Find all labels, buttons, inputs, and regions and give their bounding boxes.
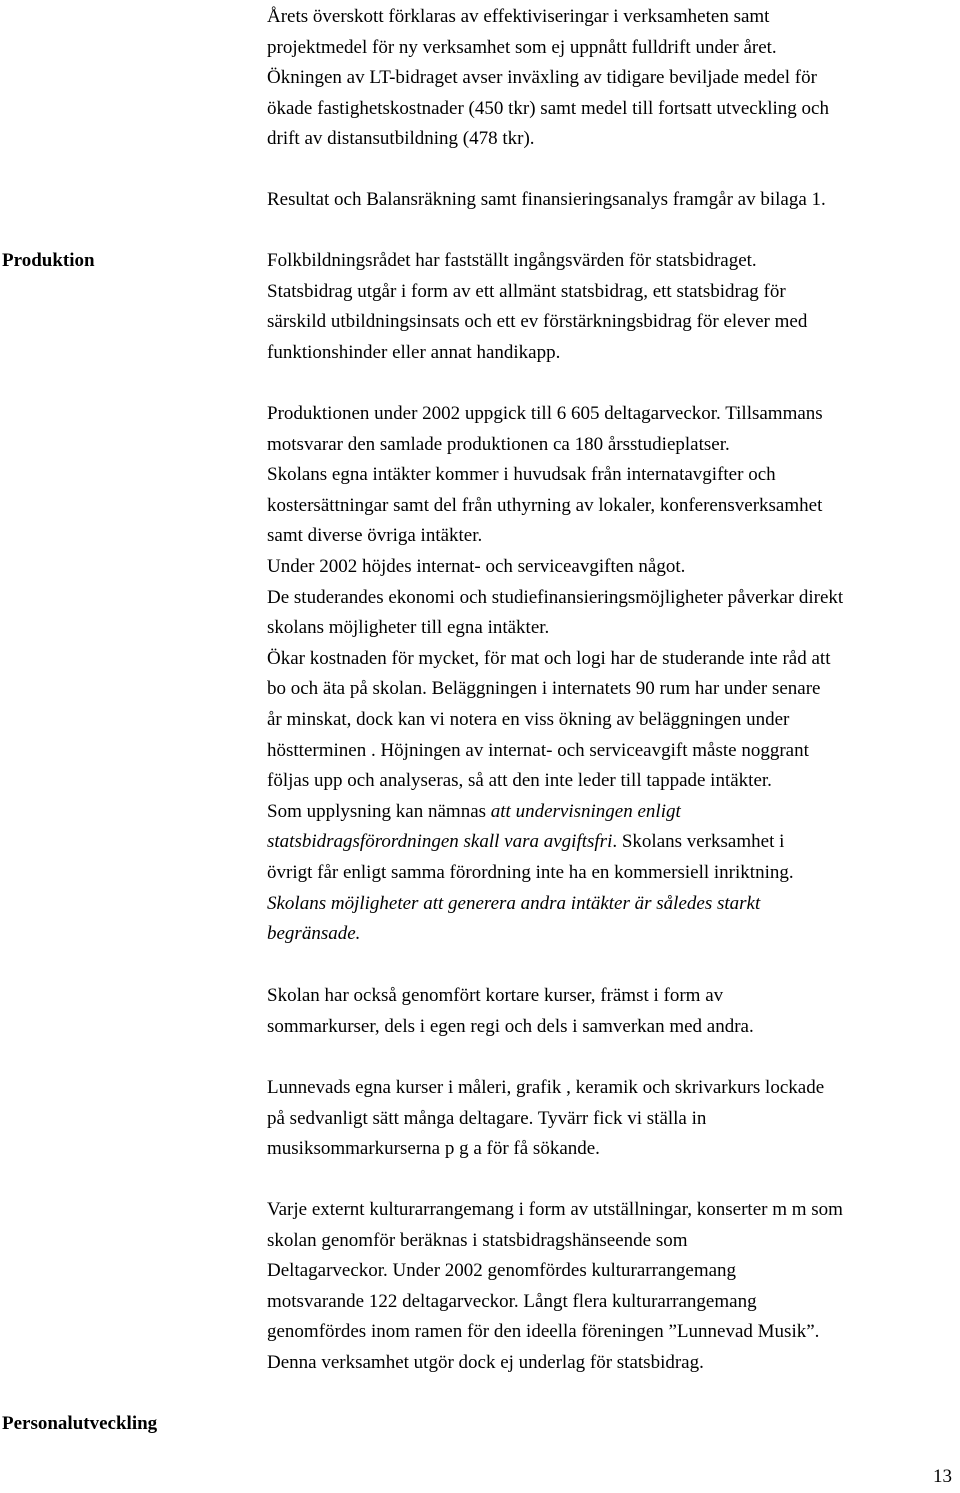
text-line: motsvarar den samlade produktionen ca 180 årsstudieplatser. bbox=[267, 433, 730, 455]
text-line: projektmedel för ny verksamhet som ej uppnått fulldrift under året. bbox=[267, 36, 777, 58]
text-line: samt diverse övriga intäkter. bbox=[267, 525, 483, 547]
produktion-paragraph-5 bbox=[267, 1195, 960, 1379]
text-line: sommarkurser, dels i egen regi och dels i samverkan med andra. bbox=[267, 1015, 754, 1037]
text-line: kostersättningar samt del från uthyrning av lokaler, konferensverksamhet bbox=[267, 494, 823, 516]
section-heading-produktion: Produktion bbox=[2, 250, 95, 271]
page-number: 13 bbox=[933, 1466, 952, 1487]
text-line: Denna verksamhet utgör dock ej underlag för statsbidrag. bbox=[267, 1351, 704, 1373]
text-line: Ökar kostnaden för mycket, för mat och logi har de studerande inte råd att bbox=[267, 647, 831, 669]
text-line: Ökningen av LT-bidraget avser inväxling av tidigare beviljade medel för bbox=[267, 67, 817, 89]
text-line: år minskat, dock kan vi notera en viss ökning av beläggningen under bbox=[267, 708, 790, 730]
text-line: på sedvanligt sätt många deltagare. Tyvärr fick vi ställa in bbox=[267, 1107, 707, 1129]
text-line: Resultat och Balansräkning samt finansieringsanalys framgår av bilaga 1. bbox=[267, 189, 826, 210]
text-line: Varje externt kulturarrangemang i form av utställningar, konserter m m som bbox=[267, 1199, 843, 1220]
text-line bbox=[267, 827, 960, 858]
italic-run: Skolans möjligheter att generera andra intäkter är således starkt bbox=[267, 892, 761, 914]
text-line: bo och äta på skolan. Beläggningen i internatets 90 rum har under senare bbox=[267, 678, 821, 700]
text-line bbox=[267, 919, 960, 950]
text-line: skolans möjligheter till egna intäkter. bbox=[267, 617, 550, 639]
intro-paragraph bbox=[267, 2, 960, 155]
text-line: genomfördes inom ramen för den ideella föreningen ”Lunnevad Musik”. bbox=[267, 1321, 820, 1343]
intro-paragraph-2 bbox=[267, 185, 960, 216]
produktion-paragraph-2 bbox=[267, 399, 960, 950]
italic-run: att undervisningen enligt bbox=[490, 800, 681, 822]
text-line: Folkbildningsrådet har fastställt ingångsvärden för statsbidraget. bbox=[267, 250, 757, 271]
italic-run: statsbidragsförordningen skall vara avgiftsfri bbox=[267, 831, 613, 853]
text-line: särskild utbildningsinsats och ett ev förstärkningsbidrag för elever med bbox=[267, 311, 808, 333]
text-line: Statsbidrag utgår i form av ett allmänt statsbidrag, ett statsbidrag för bbox=[267, 280, 786, 302]
text-line: Skolan har också genomfört kortare kurser, främst i form av bbox=[267, 985, 724, 1006]
produktion-paragraph-1 bbox=[267, 246, 960, 368]
text-line: drift av distansutbildning (478 tkr). bbox=[267, 128, 535, 150]
text-line: skolan genomför beräknas i statsbidragshänseende som bbox=[267, 1229, 688, 1251]
text-line: följas upp och analyseras, så att den inte leder till tappade intäkter. bbox=[267, 770, 772, 792]
text-line: funktionshinder eller annat handikapp. bbox=[267, 341, 561, 363]
text-line: Årets överskott förklaras av effektiviseringar i verksamheten samt bbox=[267, 6, 770, 27]
text-line bbox=[267, 889, 960, 920]
text-line: Produktionen under 2002 uppgick till 6 605 deltagarveckor. Tillsammans bbox=[267, 403, 823, 424]
text-line: Under 2002 höjdes internat- och serviceavgiften något. bbox=[267, 555, 686, 577]
text-line: höstterminen . Höjningen av internat- och serviceavgift måste noggrant bbox=[267, 739, 809, 761]
text-line: Lunnevads egna kurser i måleri, grafik , keramik och skrivarkurs lockade bbox=[267, 1077, 825, 1098]
text-run: Som upplysning kan nämnas bbox=[267, 800, 491, 822]
text-line: musiksommarkurserna p g a för få sökande. bbox=[267, 1138, 600, 1160]
text-line: De studerandes ekonomi och studiefinansieringsmöjligheter påverkar direkt bbox=[267, 586, 844, 608]
text-line bbox=[267, 797, 960, 828]
text-line: Deltagarveckor. Under 2002 genomfördes kulturarrangemang bbox=[267, 1260, 737, 1282]
text-line: motsvarande 122 deltagarveckor. Långt flera kulturarrangemang bbox=[267, 1290, 757, 1312]
text-line: Skolans egna intäkter kommer i huvudsak från internatavgifter och bbox=[267, 464, 776, 486]
produktion-paragraph-4 bbox=[267, 1073, 960, 1165]
section-heading-personalutveckling: Personalutveckling bbox=[2, 1413, 158, 1434]
produktion-paragraph-3 bbox=[267, 981, 960, 1042]
italic-run: begränsade. bbox=[267, 923, 361, 945]
text-line: ökade fastighetskostnader (450 tkr) samt medel till fortsatt utveckling och bbox=[267, 97, 829, 119]
text-run: . Skolans verksamhet i bbox=[612, 831, 785, 853]
text-line: övrigt får enligt samma förordning inte ha en kommersiell inriktning. bbox=[267, 861, 794, 883]
